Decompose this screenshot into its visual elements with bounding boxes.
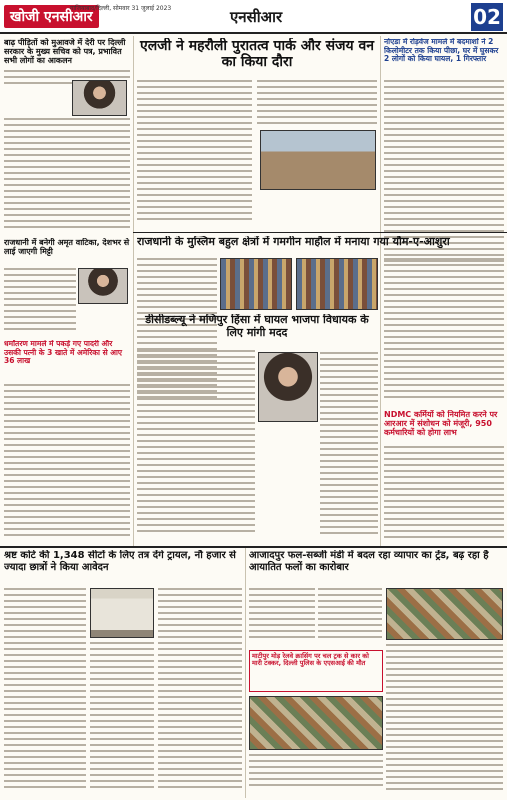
newspaper-logo: खोजी एनसीआर [4, 5, 99, 28]
section-divider [133, 232, 507, 233]
story-text-block [4, 118, 130, 233]
headline: बाढ़ पीड़ितों को मुआवजे में देरी पर दिल्ली सरकार के मुख्य सचिव को पत्र, प्रभावित सभी लोगों का आकलन [4, 38, 126, 66]
story-muharram-col3 [384, 258, 504, 408]
headline: नोएडा में रोड़वेज मामले में बदमाशों ने 2 किलोमीटर तक किया पीछा, घर में घुसकर 2 लोगों को किया घायल, 1 गिरफ्तार [384, 38, 499, 64]
building-photo [90, 588, 154, 638]
headline: माटीपुर मोड़ रेलवे क्रासिंग पर चल ट्रक से कार को मारी टक्कर, दिल्ली पुलिस के एएसआई की मौत [252, 652, 369, 668]
headline: राजधानी के मुस्लिम बहुल क्षेत्रों में गमगीन माहौल में मनाया गया यौम-ए-आशुरा [137, 236, 450, 248]
person-photo [258, 352, 318, 422]
story-conversion [4, 340, 130, 388]
story-conversion-body [4, 384, 130, 544]
story-muharram [137, 236, 503, 256]
column-divider [245, 548, 246, 798]
headline: राजधानी में बनेगी अमृत वाटिका, देशभर से लाई जाएगी मिट्टी [4, 238, 130, 257]
procession-photo [220, 258, 292, 310]
story-quota-body [4, 588, 86, 796]
story-quota-col3 [158, 588, 242, 796]
column-divider [133, 276, 134, 546]
monument-photo [260, 130, 376, 190]
story-noida-chase [384, 38, 504, 78]
fruit-market-photo [386, 588, 503, 640]
story-azadpur-body [249, 588, 315, 648]
column-divider [133, 36, 134, 276]
story-azadpur-col2 [318, 588, 382, 648]
page-number: 02 [471, 3, 503, 31]
headline: श्रष्ट कोटे की 1,348 सीटों के लिए तत्र देंगे ट्रायल, नौ हजार से ज्यादा छात्रों ने किया आवेदन [4, 550, 236, 573]
headline: आजादपुर फल-सब्जी मंडी में बदल रहा व्यापार का ट्रेंड, बढ़ रहा है आयातित फलों का कारोबार [249, 550, 489, 573]
story-azadpur-col3 [386, 644, 503, 796]
story-ndmc [384, 410, 504, 444]
headline: धर्मांतरण मामले में पकड़े गए पादरी और उसकी पत्नी के 3 खाते में अमेरिका से आए 36 लाख [4, 340, 123, 366]
headline: एलजी ने महरौली पुरातत्व पार्क और संजय वन का किया दौरा [139, 38, 375, 71]
story-ndmc-body [384, 446, 504, 542]
section-title: एनसीआर [230, 8, 283, 26]
headline: NDMC कर्मियों को नियमित करने पर आरआर में संशोधन को मंजूरी, 950 कर्मचारियों को होगा लाभ [384, 410, 498, 438]
story-quota-col2 [90, 642, 154, 796]
column-divider [380, 276, 381, 546]
story-manipur [137, 314, 377, 348]
story-accident-body [249, 754, 383, 796]
story-manipur-col2 [320, 352, 378, 540]
dateline: गाजियाबाद/दिल्ली, सोमवार 31 जुलाई 2023 [70, 5, 172, 12]
story-lg-visit [137, 38, 377, 76]
person-photo [78, 268, 128, 304]
procession-photo [296, 258, 378, 310]
story-amrit-vatika [4, 238, 130, 264]
story-accident [249, 650, 383, 692]
story-manipur-body [137, 350, 255, 540]
market-photo [249, 696, 383, 750]
story-quota-seats [4, 550, 242, 584]
story-azadpur [249, 550, 503, 584]
section-divider [0, 546, 507, 548]
story-amrit-body [4, 268, 76, 338]
person-photo [72, 80, 127, 116]
headline: डीसीडब्ल्यू ने मणिपुर हिंसा में घायल भाजपा विधायक के लिए मांगी मदद [145, 314, 369, 339]
masthead [0, 0, 507, 34]
